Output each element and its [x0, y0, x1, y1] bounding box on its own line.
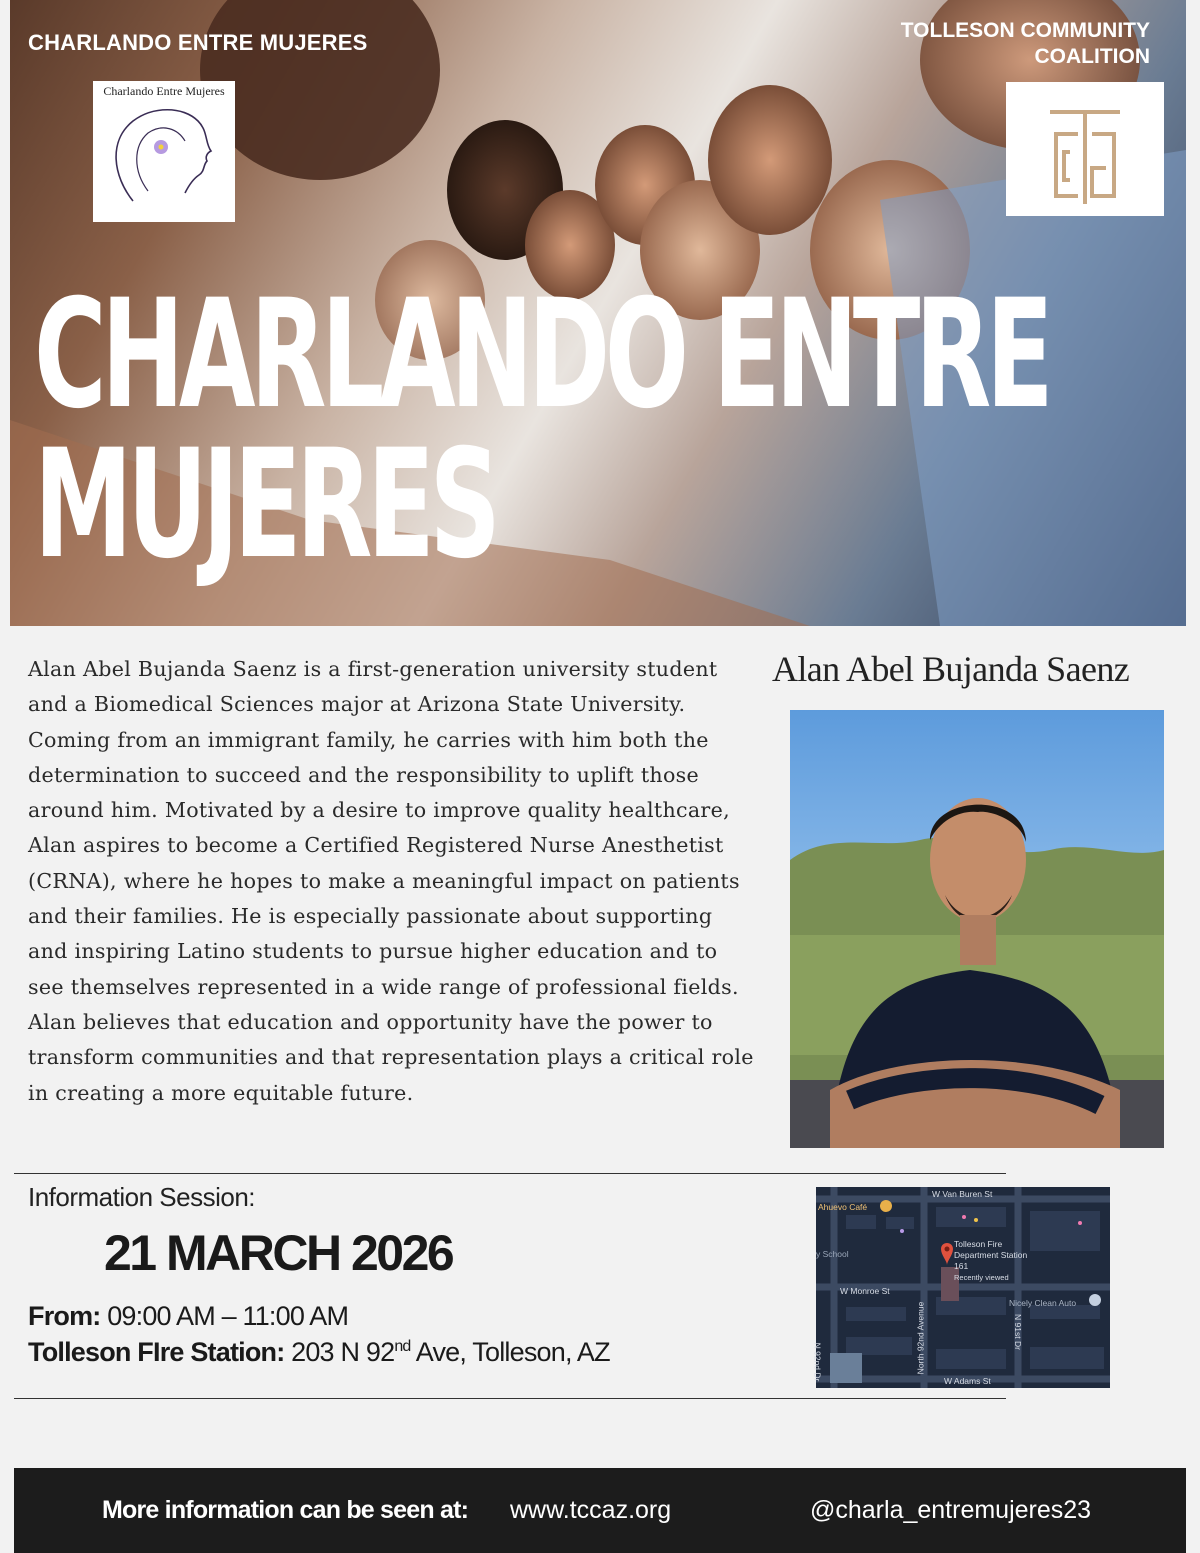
profile-silhouette-icon	[93, 81, 235, 222]
charlando-logo-caption: Charlando Entre Mujeres	[103, 84, 225, 98]
location-map[interactable]	[812, 1187, 1110, 1388]
session-time	[28, 1301, 348, 1332]
footer-label: More information can be seen at:	[102, 1496, 469, 1524]
map-street-92nd-ave: North 92nd Avenue	[915, 1301, 926, 1375]
address-number: 203 N 92	[291, 1337, 395, 1367]
address-rest: Ave, Tolleson, AZ	[415, 1337, 610, 1367]
auto-icon	[1089, 1294, 1101, 1306]
speaker-name: Alan Abel Bujanda Saenz	[772, 649, 1130, 689]
hero-banner	[10, 0, 1186, 626]
map-marker-line3: 161	[954, 1261, 969, 1271]
map-marker-label[interactable]	[954, 1239, 1027, 1283]
session-location-label: Tolleson FIre Station:	[28, 1337, 285, 1367]
session-label: Information Session:	[28, 1182, 256, 1212]
session-time-label: From:	[28, 1301, 101, 1331]
map-place-school: y School	[816, 1249, 849, 1259]
map-street-monroe: W Monroe St	[840, 1286, 890, 1296]
divider-top	[14, 1173, 1006, 1174]
coalition-name	[901, 18, 1150, 71]
map-place-auto[interactable]: Nicely Clean Auto	[1009, 1298, 1077, 1308]
charlando-logo	[93, 81, 235, 222]
event-title-line1: CHARLANDO ENTRE	[34, 268, 1049, 442]
map-street-adams: W Adams St	[944, 1376, 991, 1386]
tcc-monogram-icon	[1006, 82, 1164, 216]
coalition-name-line2: COALITION	[1034, 45, 1150, 69]
tcc-logo	[1006, 82, 1164, 216]
speaker-bio: Alan Abel Bujanda Saenz is a first-generation university student and a Biomedical Sciences major at Arizona State University. Coming from an immigrant family, he carries with him both the determination to succeed and the responsibility to uplift those around him. Motivated by a desire to improve quality healthcare, Alan aspires to become a Certified Registered Nurse Anesthetist (CRNA), where he hopes to make a meaningful impact on patients and their families. He is especially passionate about supporting and inspiring Latino students to pursue higher education and to see themselves represented in a wide range of professional fields. Alan believes that education and opportunity have the power to transform communities and that representation plays a critical role in creating a more equitable future.	[28, 657, 754, 1105]
map-street-92nd-dr: N 92nd Dr	[812, 1342, 823, 1382]
map-marker-line2: Department Station	[954, 1250, 1028, 1260]
footer-website-link[interactable]: www.tccaz.org	[510, 1496, 672, 1524]
coalition-name-line1: TOLLESON COMMUNITY	[900, 19, 1150, 42]
footer-bar	[14, 1468, 1186, 1553]
map-marker-note: Recently viewed	[954, 1273, 1009, 1282]
map-marker-line1: Tolleson Fire	[954, 1239, 1003, 1249]
address-suffix: nd	[394, 1338, 411, 1355]
footer-social-handle[interactable]: @charla_entremujeres23	[810, 1496, 1092, 1524]
map-street-van-buren: W Van Buren St	[932, 1189, 993, 1199]
session-date: 21 MARCH 2026	[104, 1225, 453, 1281]
session-time-value: 09:00 AM – 11:00 AM	[107, 1301, 349, 1331]
event-title-line2: MUJERES	[34, 418, 496, 592]
session-location	[28, 1337, 610, 1368]
event-title	[34, 268, 1049, 592]
session-address	[291, 1337, 610, 1367]
organizer-name: CHARLANDO ENTRE MUJERES	[28, 30, 368, 55]
cafe-icon	[880, 1200, 892, 1212]
map-street-91st-dr: N 91st Dr	[1012, 1314, 1023, 1350]
map-place-cafe[interactable]: Ahuevo Café	[818, 1202, 868, 1212]
divider-bottom	[14, 1398, 1006, 1399]
speaker-photo	[790, 710, 1164, 1148]
